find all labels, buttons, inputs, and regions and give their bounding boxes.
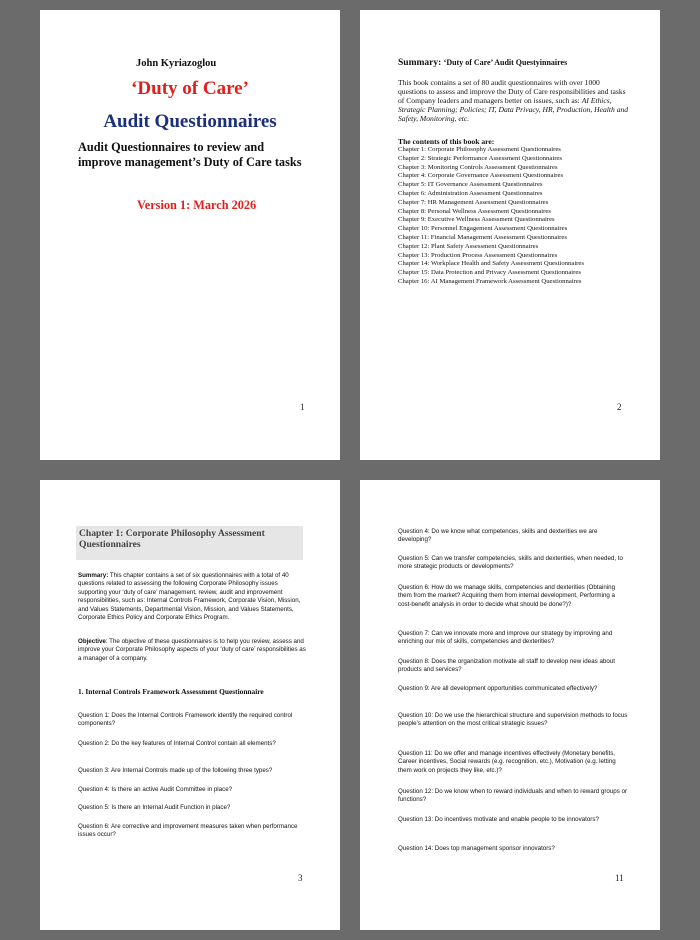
summary-heading	[398, 58, 567, 68]
toc-chapter-item: Chapter 11: Financial Management Assessment Questionnaires	[398, 233, 567, 241]
toc-chapter-item: Chapter 5: IT Governance Assessment Questionnaires	[398, 181, 543, 189]
page-number: 3	[298, 873, 303, 883]
toc-chapter-item: Chapter 4: Corporate Governance Assessment Questionnaires	[398, 172, 564, 180]
chapter-summary	[78, 572, 306, 622]
toc-chapter-item: Chapter 8: Personal Wellness Assessment Questionnaires	[398, 207, 551, 215]
question-item: Question 6: How do we manage skills, competencies and dexterities (Obtaining them from the market? Acquiring them from internal development, Performing a cost-benefit analysis in order to decide what should be done?)?	[398, 584, 616, 608]
section-title: 1. Internal Controls Framework Assessment Questionnaire	[78, 687, 264, 696]
summary-text	[398, 78, 630, 123]
summary-label: Summary:	[398, 58, 442, 68]
question-item: Question 3: Are Internal Controls made up of the following three types?	[78, 767, 273, 774]
question-item: Question 11: Do we offer and manage incentives effectively (Monetary benefits, Career incentives, Social rewards (e.g. recognition, etc.), Motivation (e.g. letting them work on projects they like, etc.)?	[398, 750, 616, 774]
question-item: Question 10: Do we use the hierarchical structure and supervision methods to focus people’s attention on the most critical strategic issues?	[398, 712, 628, 728]
chapter-objective-label: Objective	[78, 638, 106, 645]
summary-title: ‘Duty of Care’ Audit Questyinnaires	[443, 58, 568, 67]
table-of-contents	[398, 146, 638, 287]
book-subtitle: Audit Questionnaires to review and improve management’s Duty of Care tasks	[78, 140, 302, 169]
chapter-heading-box	[76, 526, 303, 560]
book-title-line-2: Audit Questionnaires	[103, 111, 277, 132]
question-item: Question 4: Is there an active Audit Committee in place?	[78, 786, 233, 793]
chapter-summary-label: Summary:	[78, 572, 109, 579]
page-number: 1	[300, 402, 305, 412]
toc-chapter-item: Chapter 2: Strategic Performance Assessment Questionnaires	[398, 154, 562, 162]
question-item: Question 1: Does the Internal Controls Framework identify the required control components?	[78, 712, 293, 728]
toc-chapter-item: Chapter 12: Plant Safety Assessment Questionnaires	[398, 242, 539, 250]
toc-chapter-item: Chapter 15: Data Protection and Privacy Assessment Questionnaires	[398, 269, 581, 277]
toc-chapter-item: Chapter 7: HR Management Assessment Questionnaires	[398, 198, 549, 206]
summary-topics: AI Ethics, Strategic Planning; Policies; IT, Data Privacy, HR, Production, Health and Safety, Monitoring, etc.	[398, 96, 629, 123]
toc-chapter-item: Chapter 1: Corporate Philosophy Assessment Questionnaires	[398, 146, 561, 153]
contents-heading: The contents of this book are:	[398, 137, 495, 146]
toc-chapter-item: Chapter 9: Executive Wellness Assessment Questionnaires	[398, 216, 555, 224]
question-item: Question 9: Are all development opportunities communicated effectively?	[398, 685, 598, 692]
page-number: 2	[617, 402, 622, 412]
page-1	[40, 10, 340, 460]
page-number: 11	[615, 873, 624, 883]
chapter-objective	[78, 638, 306, 663]
toc-chapter-item: Chapter 13: Production Process Assessment Questionnaires	[398, 251, 558, 259]
toc-chapter-item: Chapter 14: Workplace Health and Safety Assessment Questionnaires	[398, 260, 584, 268]
question-item: Question 13: Do incentives motivate and enable people to be innovators?	[398, 816, 599, 823]
toc-chapter-item: Chapter 10: Personnel Engagement Assessment Questionnaires	[398, 225, 568, 233]
question-item: Question 7: Can we innovate more and improve our strategy by improving and enriching our mix of skills, competencies and dexterities?	[398, 630, 613, 646]
toc-chapter-item: Chapter 3: Monitoring Controls Assessment Questionnaires	[398, 163, 558, 171]
summary-body: This book contains a set of 80 audit questionnaires with over 1000 questions to assess and improve the Duty of Care responsibilities and tasks of Company leaders and managers better on issues, such as:	[398, 78, 626, 105]
question-item: Question 8: Does the organization motivate all staff to develop new ideas about products and services?	[398, 658, 615, 674]
page-3	[40, 480, 340, 930]
chapter-objective-text: : The objective of these questionnaires is to help you review, assess and improve your Corporate Philosophy aspects of your ‘duty of care’ responsibilities as a manager of a company.	[78, 638, 306, 662]
book-title-line-1: ‘Duty of Care’	[131, 78, 249, 99]
author-name: John Kyriazoglou	[136, 58, 217, 69]
chapter-summary-text: This chapter contains a set of six questionnaires with a total of 40 questions related to assessing the following Corporate Philosophy issues supporting your ‘duty of care’ management, review, audit and improvement responsibilities, such as: Internal Controls Framework, Corporate Vision, Mission, and Values Statements, Departmental Vision, Mission, and Values Statements, Corporate Ethics Policy and Corporate Ethics Program.	[78, 572, 301, 622]
question-item: Question 5: Can we transfer competencies, skills and dexterities, when needed, to more strategic products or developments?	[398, 555, 623, 571]
question-item: Question 2: Do the key features of Internal Control contain all elements?	[78, 740, 276, 747]
page-11	[360, 480, 660, 930]
page-2	[360, 10, 660, 460]
version-label: Version 1: March 2026	[137, 198, 257, 212]
toc-chapter-item: Chapter 6: Administration Assessment Questionnaires	[398, 189, 543, 197]
chapter-heading: Chapter 1: Corporate Philosophy Assessment Questionnaires	[79, 528, 265, 550]
toc-chapter-item: Chapter 16: AI Management Framework Assessment Questionnaires	[398, 277, 582, 285]
question-item: Question 12: Do we know when to reward individuals and when to reward groups or functions?	[398, 788, 628, 804]
question-item: Question 5: Is there an Internal Audit Function in place?	[78, 804, 231, 811]
question-item: Question 14: Does top management sponsor innovators?	[398, 845, 555, 852]
question-item: Question 4: Do we know what competences, skills and dexterities we are developing?	[398, 528, 598, 544]
question-item: Question 6: Are corrective and improvement measures taken when performance issues occur?	[78, 823, 298, 839]
